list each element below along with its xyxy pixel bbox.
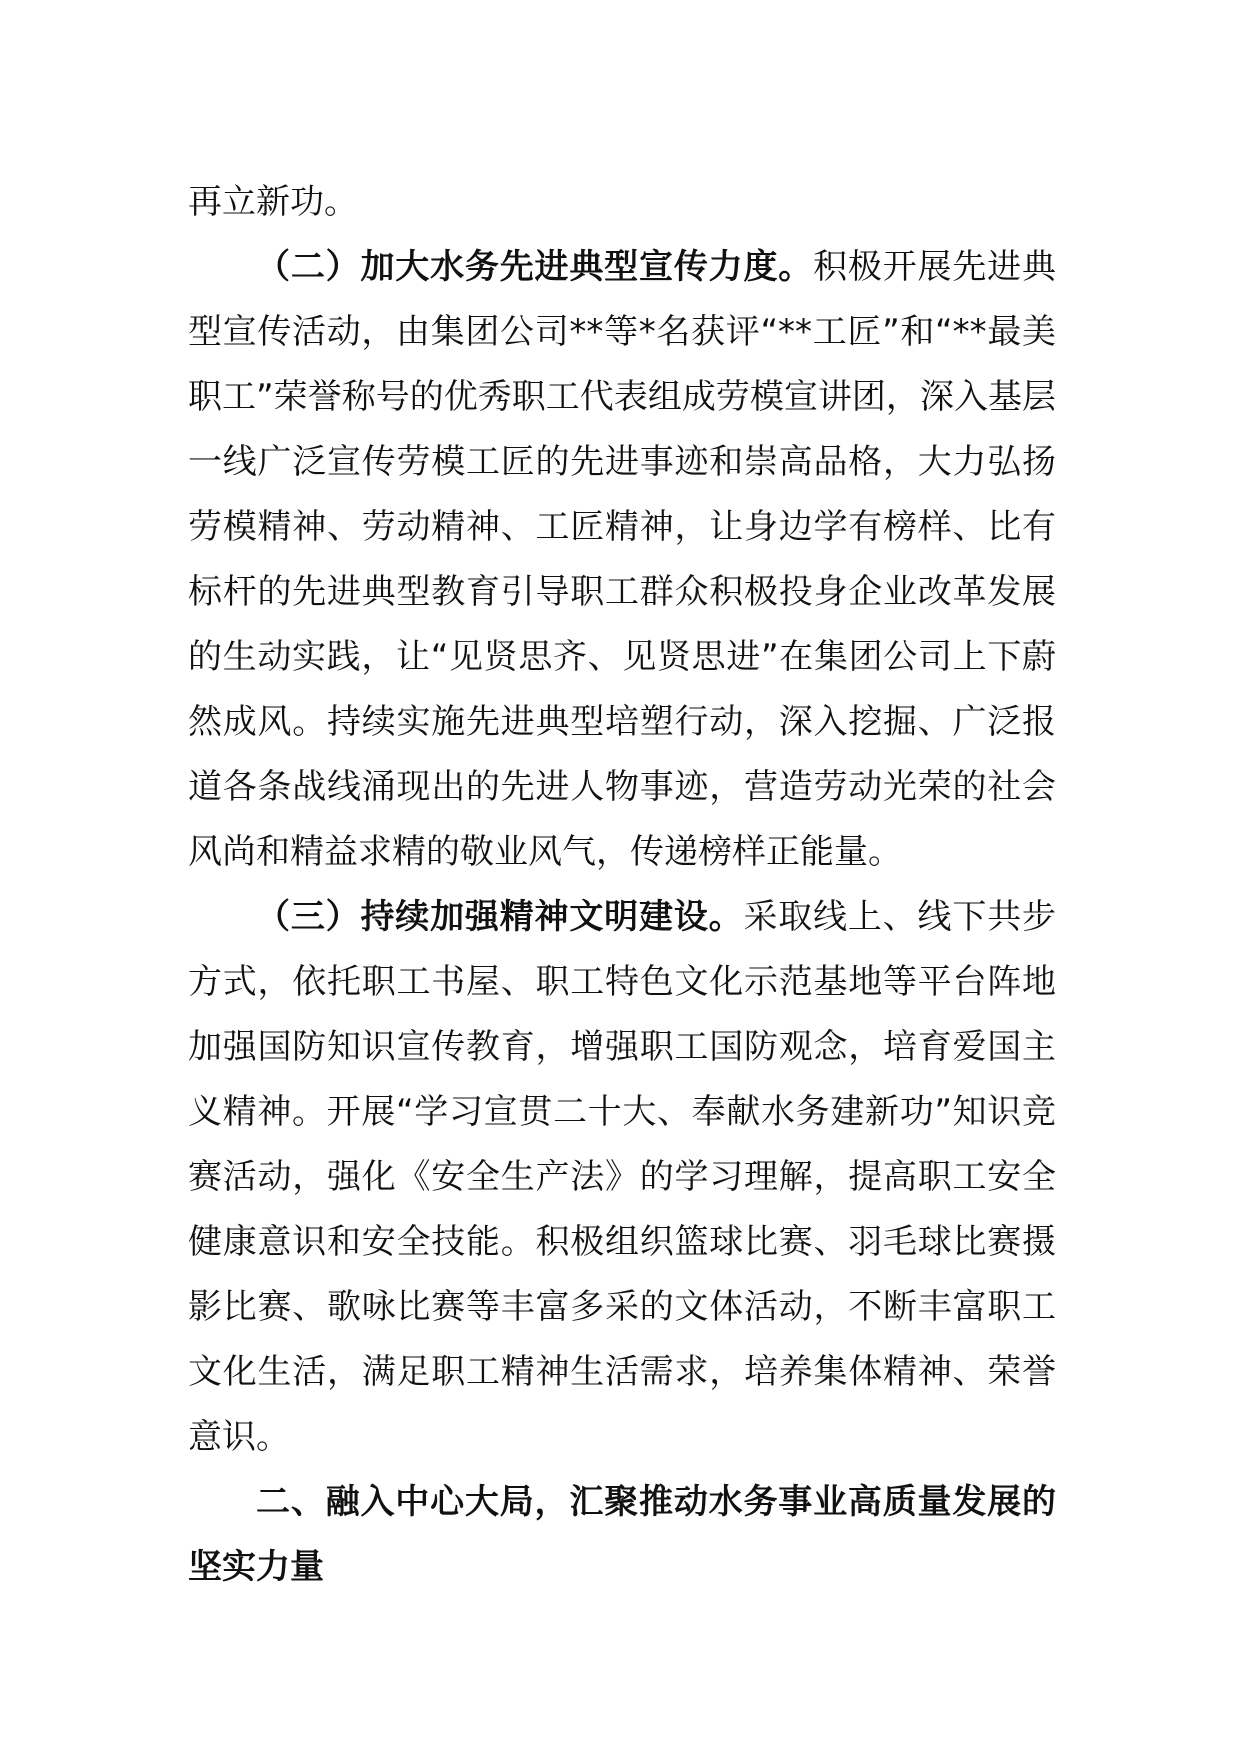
- document-body: [188, 170, 1056, 1600]
- paragraph-text: 采取线上、线下共步方式，依托职工书屋、职工特色文化示范基地等平台阵地加强国防知识宣传教育，增强职工国防观念，培育爱国主义精神。开展“学习宣贯二十大、奉献水务建新功”知识竞赛活动，强化《安全生产法》的学习理解，提高职工安全健康意识和安全技能。积极组织篮球比赛、羽毛球比赛摄影比赛、歌咏比赛等丰富多采的文体活动，不断丰富职工文化生活，满足职工精神生活需求，培养集体精神、荣誉意识。: [188, 897, 1057, 1457]
- paragraph-continuation: [188, 170, 1056, 235]
- paragraph-lead: （三）持续加强精神文明建设。: [256, 897, 744, 937]
- section-heading: 二、融入中心大局，汇聚推动水务事业高质量发展的坚实力量: [188, 1482, 1056, 1587]
- paragraph-civilization: [188, 885, 1056, 1470]
- paragraph-text: 再立新功。: [188, 182, 358, 222]
- paragraph-publicity: [188, 235, 1056, 885]
- paragraph-text: 积极开展先进典型宣传活动，由集团公司**等*名获评“**工匠”和“**最美职工”荣誉称号的优秀职工代表组成劳模宣讲团，深入基层一线广泛宣传劳模工匠的先进事迹和崇高品格，大力弘扬劳模精神、劳动精神、工匠精神，让身边学有榜样、比有标杆的先进典型教育引导职工群众积极投身企业改革发展的生动实践，让“见贤思齐、见贤思进”在集团公司上下蔚然成风。持续实施先进典型培塑行动，深入挖掘、广泛报道各条战线涌现出的先进人物事迹，营造劳动光荣的社会风尚和精益求精的敬业风气，传递榜样正能量。: [188, 247, 1057, 872]
- paragraph-lead: （二）加大水务先进典型宣传力度。: [256, 247, 814, 287]
